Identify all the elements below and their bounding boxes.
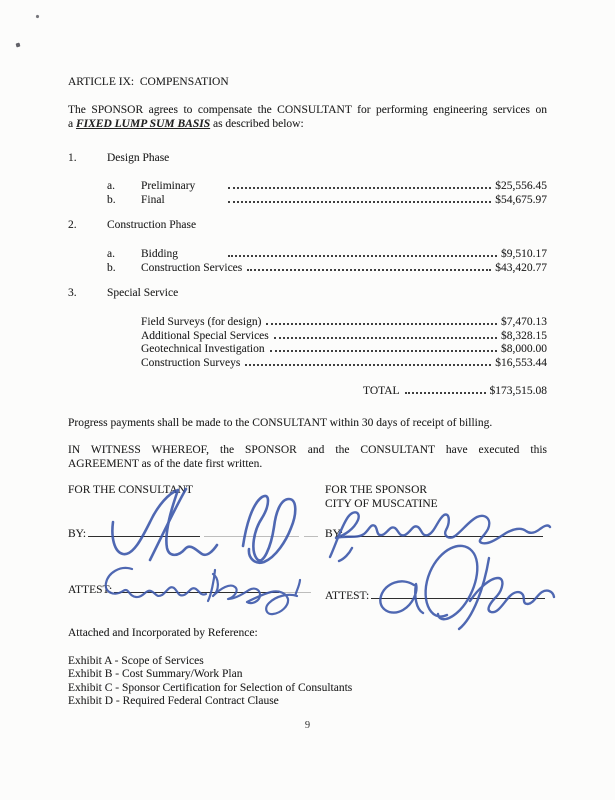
fee-amount: $8,000.00 [501,343,547,356]
signature-line [345,534,543,537]
exhibit-item: Exhibit A - Scope of Services [68,655,204,667]
progress-paragraph: Progress payments shall be made to the CONSULTANT within 30 days of receipt of billing. [68,417,493,429]
dotted-leader [245,364,491,366]
signature-line [371,596,545,599]
section-title: Construction Phase [107,219,197,231]
fee-amount: $54,675.97 [495,193,547,206]
signature-line [204,534,299,537]
fee-row [107,246,547,260]
sponsor-attest-signature [380,546,554,629]
page-title: ARTICLE IX: COMPENSATION [68,76,229,88]
total-amount: $173,515.08 [489,385,547,397]
section-number: 3. [68,287,77,299]
fee-row [141,314,547,328]
intro-line-1: The SPONSOR agrees to compensate the CONSULTANT for performing engineering services on [68,104,547,116]
exhibit-item: Exhibit D - Required Federal Contract Clause [68,695,279,708]
section-3-items [141,314,547,369]
fee-letter: b. [107,193,116,206]
fee-row [107,192,547,206]
dotted-leader [247,269,491,271]
intro-paragraph [68,103,547,131]
signature-line [88,534,200,537]
dotted-leader [228,187,491,189]
fee-amount: $8,328.15 [501,329,547,342]
page-number: 9 [304,720,311,731]
exhibit-item: Exhibit B - Cost Summary/Work Plan [68,668,243,681]
intro-line-2: a FIXED LUMP SUM BASIS as described below: [68,118,304,130]
fee-label: Construction Surveys [141,357,241,370]
fee-row [141,342,547,356]
fee-row [141,328,547,342]
consultant-heading: FOR THE CONSULTANT [68,484,193,496]
sponsor-heading: FOR THE SPONSOR CITY OF MUSCATINE [325,484,438,510]
fee-label: Additional Special Services [141,329,269,342]
dotted-leader [274,337,497,339]
sponsor-attest-row [325,589,545,603]
fee-label: Bidding [141,247,179,260]
witness-paragraph: IN WITNESS WHEREOF, the SPONSOR and the CONSULTANT have executed this AGREEMENT as of the date first written. [68,444,547,470]
section-1-items [107,178,547,206]
signature-line [114,590,279,593]
fee-letter: b. [107,261,116,274]
sponsor-by-row [325,527,543,541]
fee-label: Final [141,193,165,206]
fee-amount: $16,553.44 [495,357,547,370]
exhibit-list [68,655,352,709]
by-label: BY: [68,528,87,540]
section-2-items [107,246,547,274]
fee-label: Preliminary [141,179,196,192]
by-label: BY: [325,528,344,540]
attest-label: ATTEST: [68,584,113,596]
scan-speck [16,43,21,48]
dotted-leader [228,255,497,257]
fee-label: Field Surveys (for design) [141,315,262,328]
consultant-by-signature [112,489,295,563]
consultant-by-row [68,527,318,541]
section-2-heading [68,219,196,231]
signature-line [283,590,311,593]
section-title: Special Service [107,287,179,299]
fee-row [141,355,547,369]
fee-amount: $43,420.77 [495,261,547,274]
fee-amount: $7,470.13 [501,315,547,328]
dotted-leader [228,201,491,203]
fee-amount: $25,556.45 [495,179,547,192]
fee-label: Geotechnical Investigation [141,343,265,356]
scan-speck [36,15,40,19]
fee-row [107,178,547,192]
section-number: 1. [68,152,77,164]
fee-letter: a. [107,247,115,260]
dotted-leader [266,323,497,325]
sponsor-org: CITY OF MUSCATINE [325,497,438,510]
fee-row [107,260,547,274]
dotted-leader [405,392,486,394]
dotted-leader [270,350,497,352]
exhibit-item: Exhibit C - Sponsor Certification for Selection of Consultants [68,681,353,694]
signature-line [304,534,318,537]
total-row [363,383,547,397]
fee-letter: a. [107,179,115,192]
section-1-heading [68,152,169,164]
attest-label: ATTEST: [325,590,370,602]
consultant-attest-row [68,583,311,597]
fixed-lump-sum-emphasis: FIXED LUMP SUM BASIS [75,118,211,130]
attachments-heading: Attached and Incorporated by Reference: [68,627,258,639]
section-number: 2. [68,219,77,231]
section-title: Design Phase [107,152,170,164]
total-label: TOTAL [363,385,400,397]
fee-label: Construction Services [141,261,243,274]
section-3-heading [68,287,178,299]
fee-amount: $9,510.17 [501,247,547,260]
